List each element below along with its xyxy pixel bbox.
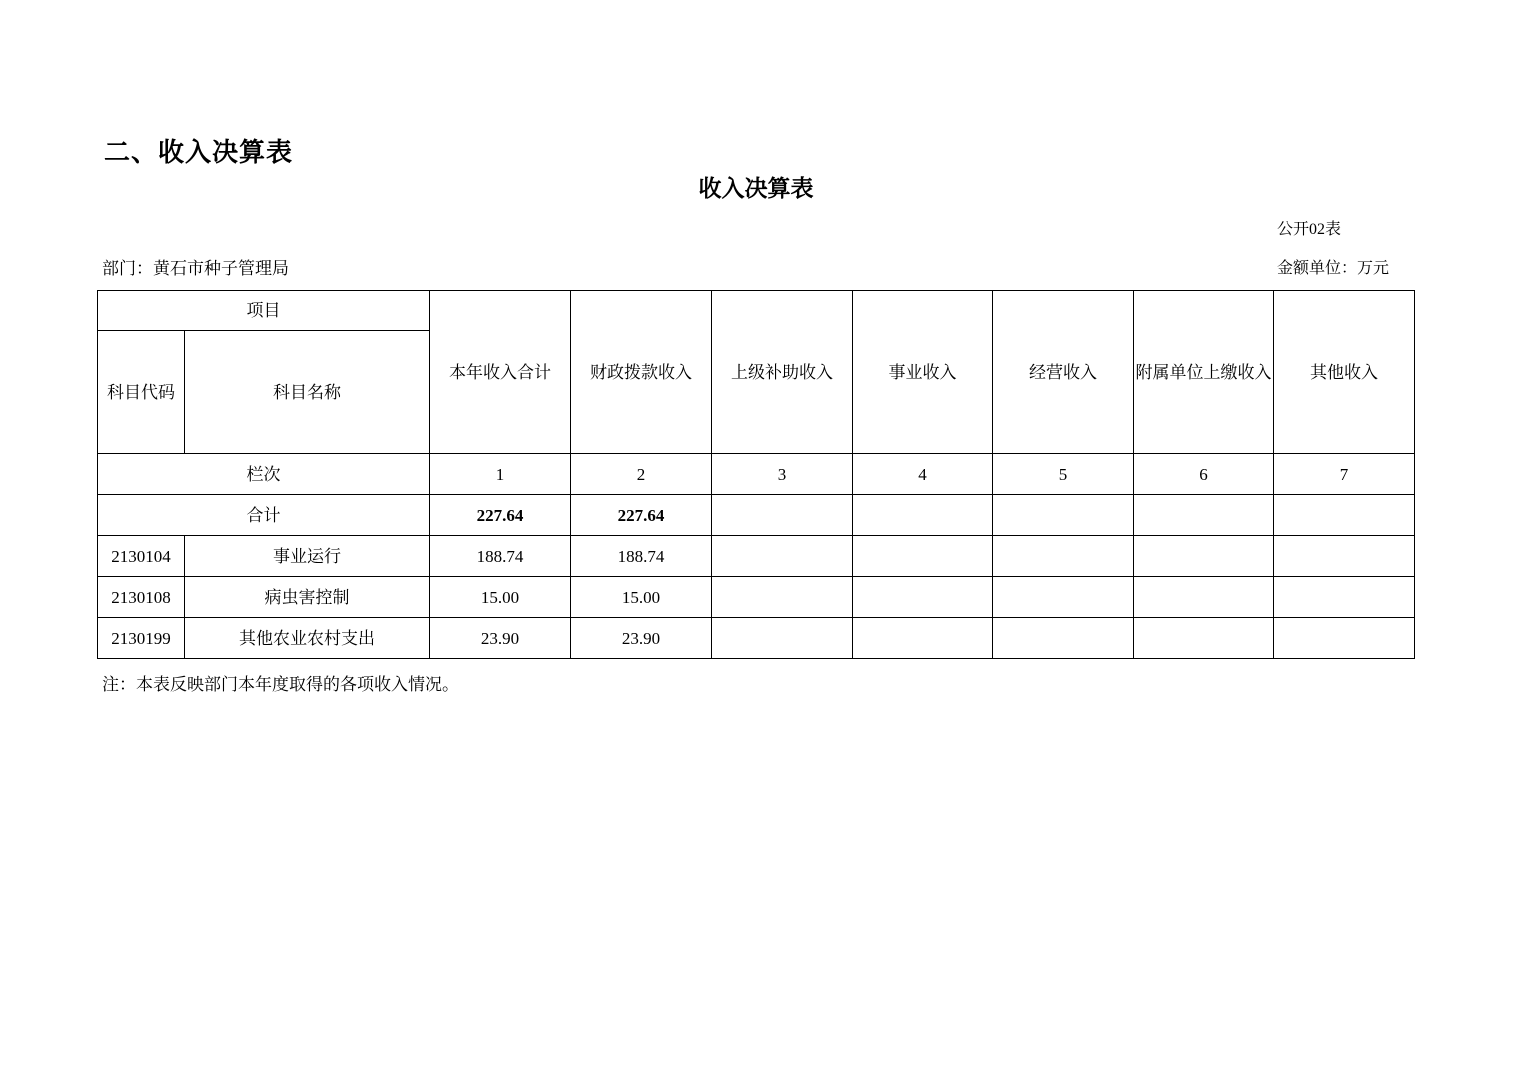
table-title: 收入决算表 [698, 176, 814, 202]
header-col-business-income: 事业收入 [853, 291, 993, 454]
row-index-value: 6 [1134, 454, 1274, 495]
amount-cell [993, 618, 1134, 659]
amount-cell: 23.90 [571, 618, 712, 659]
amount-cell [712, 577, 853, 618]
total-cell [712, 495, 853, 536]
row-index-value: 5 [993, 454, 1134, 495]
amount-cell [1134, 618, 1274, 659]
total-cell [1274, 495, 1415, 536]
table-row [98, 618, 1415, 659]
subject-name-cell: 事业运行 [185, 536, 430, 577]
amount-cell [1134, 536, 1274, 577]
section-heading: 二、收入决算表 [104, 138, 294, 168]
amount-cell: 15.00 [571, 577, 712, 618]
table-row [98, 536, 1415, 577]
total-cell: 227.64 [430, 495, 571, 536]
total-cell: 227.64 [571, 495, 712, 536]
header-col-fiscal-appropriation: 财政拨款收入 [571, 291, 712, 454]
row-index-value: 1 [430, 454, 571, 495]
header-col-operating-income: 经营收入 [993, 291, 1134, 454]
row-index-value: 3 [712, 454, 853, 495]
row-index-label: 栏次 [98, 454, 430, 495]
header-col-total-income: 本年收入合计 [430, 291, 571, 454]
form-code: 公开02表 [1277, 221, 1342, 238]
header-col-superior-subsidy: 上级补助收入 [712, 291, 853, 454]
row-index-row [98, 454, 1415, 495]
row-index-value: 7 [1274, 454, 1415, 495]
subject-name-cell: 其他农业农村支出 [185, 618, 430, 659]
amount-cell [1274, 577, 1415, 618]
total-cell [993, 495, 1134, 536]
department-label: 部门：黄石市种子管理局 [102, 259, 289, 278]
amount-cell: 188.74 [571, 536, 712, 577]
row-index-value: 4 [853, 454, 993, 495]
amount-cell: 15.00 [430, 577, 571, 618]
amount-cell [1134, 577, 1274, 618]
header-subject-name: 科目名称 [185, 331, 430, 454]
amount-unit-label: 金额单位：万元 [1277, 260, 1390, 277]
header-col-affiliated-units-income: 附属单位上缴收入 [1134, 291, 1274, 454]
amount-cell [712, 536, 853, 577]
amount-cell [712, 618, 853, 659]
table-note: 注：本表反映部门本年度取得的各项收入情况。 [102, 675, 459, 694]
amount-cell [1274, 536, 1415, 577]
header-col-other-income: 其他收入 [1274, 291, 1415, 454]
amount-cell: 188.74 [430, 536, 571, 577]
total-label: 合计 [98, 495, 430, 536]
income-table [97, 290, 1415, 659]
header-item: 项目 [98, 291, 430, 331]
table-row [98, 577, 1415, 618]
header-row-item [98, 291, 1415, 331]
amount-cell [853, 577, 993, 618]
subject-code-cell: 2130108 [98, 577, 185, 618]
amount-cell [993, 536, 1134, 577]
subject-code-cell: 2130199 [98, 618, 185, 659]
amount-cell [853, 618, 993, 659]
amount-cell [1274, 618, 1415, 659]
row-index-value: 2 [571, 454, 712, 495]
amount-cell: 23.90 [430, 618, 571, 659]
amount-cell [993, 577, 1134, 618]
total-row [98, 495, 1415, 536]
total-cell [1134, 495, 1274, 536]
total-cell [853, 495, 993, 536]
subject-name-cell: 病虫害控制 [185, 577, 430, 618]
subject-code-cell: 2130104 [98, 536, 185, 577]
amount-cell [853, 536, 993, 577]
header-subject-code: 科目代码 [98, 331, 185, 454]
